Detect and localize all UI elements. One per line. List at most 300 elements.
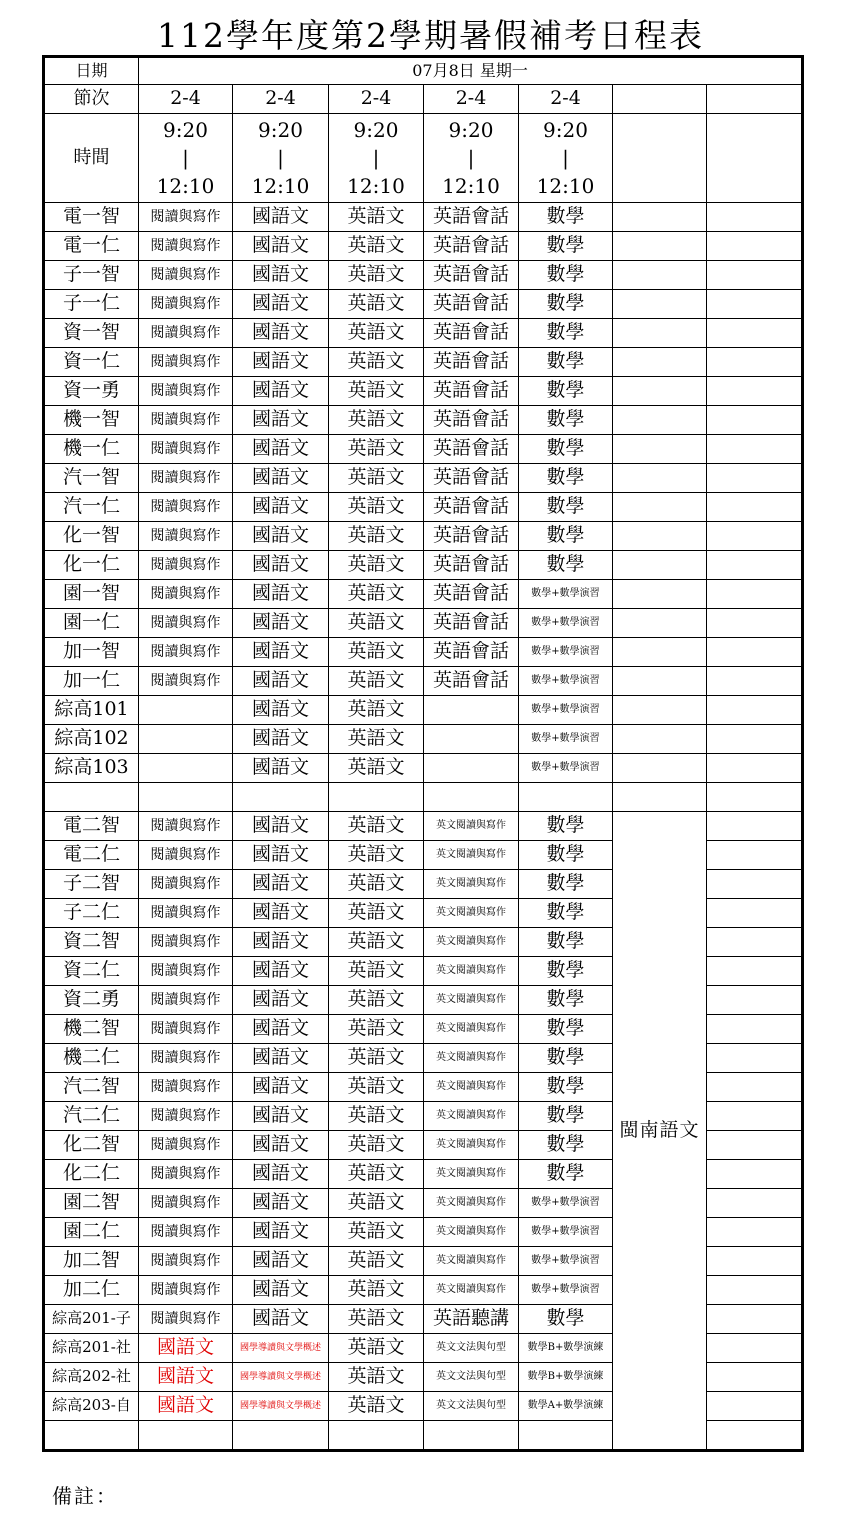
time-row [44, 114, 803, 203]
empty-cell [707, 406, 803, 435]
subject-cell: 數學B+數學演練 [519, 1363, 613, 1392]
subject-cell: 國語文 [233, 986, 329, 1015]
subject-cell: 數學 [519, 551, 613, 580]
time-start: 9:20 [353, 118, 399, 142]
subject-cell: 英語文 [329, 1044, 424, 1073]
subject-cell: 英語文 [329, 1305, 424, 1334]
subject-cell: 閱讀與寫作 [139, 348, 233, 377]
subject-cell: 國語文 [233, 1247, 329, 1276]
class-name: 電一仁 [44, 232, 139, 261]
subject-cell: 閱讀與寫作 [139, 928, 233, 957]
subject-cell: 英語會話 [424, 667, 519, 696]
subject-cell: 數學 [519, 319, 613, 348]
empty-cell [613, 406, 707, 435]
empty-cell [613, 580, 707, 609]
subject-cell: 英語會話 [424, 638, 519, 667]
empty-cell [707, 783, 803, 812]
subject-cell: 數學+數學演習 [519, 609, 613, 638]
subject-cell: 英語文 [329, 725, 424, 754]
class-name: 資二仁 [44, 957, 139, 986]
subject-cell: 國語文 [233, 812, 329, 841]
session-cell: 2-4 [519, 85, 613, 114]
subject-cell: 閱讀與寫作 [139, 203, 233, 232]
time-start: 9:20 [163, 118, 208, 142]
empty-cell [44, 783, 139, 812]
subject-cell: 閱讀與寫作 [139, 290, 233, 319]
empty-cell [707, 667, 803, 696]
subject-cell: 英語文 [329, 667, 424, 696]
time-start: 9:20 [258, 118, 303, 142]
subject-cell: 數學+數學演習 [519, 580, 613, 609]
class-name: 汽一仁 [44, 493, 139, 522]
table-row [44, 377, 803, 406]
subject-cell: 國學導讀與文學概述 [233, 1363, 329, 1392]
subject-cell: 國語文 [233, 348, 329, 377]
empty-cell [613, 261, 707, 290]
time-end: 12:10 [251, 174, 310, 198]
subject-cell: 英文閱讀與寫作 [424, 1073, 519, 1102]
subject-cell: 國語文 [233, 754, 329, 783]
subject-cell: 英文文法與句型 [424, 1334, 519, 1363]
subject-cell: 英語文 [329, 319, 424, 348]
time-sep: | [182, 146, 189, 170]
empty-cell [707, 1189, 803, 1218]
merged-subject-cell: 閩南語文 [613, 812, 707, 1451]
empty-cell [707, 1218, 803, 1247]
subject-cell: 英語文 [329, 464, 424, 493]
empty-cell [707, 1305, 803, 1334]
session-cell: 2-4 [424, 85, 519, 114]
class-name: 加二仁 [44, 1276, 139, 1305]
subject-cell: 英語會話 [424, 406, 519, 435]
subject-cell: 數學+數學演習 [519, 1218, 613, 1247]
empty-cell [519, 783, 613, 812]
subject-cell: 英語文 [329, 203, 424, 232]
subject-cell: 數學 [519, 435, 613, 464]
subject-cell: 國語文 [233, 580, 329, 609]
subject-cell: 數學 [519, 957, 613, 986]
subject-cell: 閱讀與寫作 [139, 812, 233, 841]
subject-cell: 國語文 [233, 1044, 329, 1073]
empty-cell [707, 522, 803, 551]
subject-cell: 數學 [519, 377, 613, 406]
empty-cell [613, 493, 707, 522]
subject-cell: 英文閱讀與寫作 [424, 899, 519, 928]
class-name: 資二勇 [44, 986, 139, 1015]
class-name: 電一智 [44, 203, 139, 232]
subject-cell: 閱讀與寫作 [139, 957, 233, 986]
empty-cell [707, 841, 803, 870]
class-name: 化一智 [44, 522, 139, 551]
empty-cell [707, 754, 803, 783]
subject-cell: 國語文 [233, 232, 329, 261]
date-label: 日期 [44, 57, 139, 85]
empty-cell [707, 986, 803, 1015]
subject-cell: 英語文 [329, 1247, 424, 1276]
empty-cell [707, 638, 803, 667]
subject-cell: 英語文 [329, 696, 424, 725]
class-name: 園二智 [44, 1189, 139, 1218]
class-name: 綜高203-自 [44, 1392, 139, 1421]
table-row [44, 232, 803, 261]
empty-cell [613, 783, 707, 812]
subject-cell: 英語會話 [424, 377, 519, 406]
empty-cell [613, 319, 707, 348]
subject-cell: 國語文 [233, 551, 329, 580]
subject-cell: 國語文 [233, 406, 329, 435]
subject-cell: 英文閱讀與寫作 [424, 841, 519, 870]
table-row [44, 696, 803, 725]
time-cell [329, 114, 424, 203]
empty-cell [613, 551, 707, 580]
empty-cell [707, 1015, 803, 1044]
subject-cell: 英語文 [329, 493, 424, 522]
subject-cell: 國語文 [233, 493, 329, 522]
subject-cell: 英語文 [329, 232, 424, 261]
subject-cell: 英語文 [329, 928, 424, 957]
time-sep: | [562, 146, 569, 170]
table-row [44, 435, 803, 464]
empty-cell [707, 899, 803, 928]
time-cell [139, 114, 233, 203]
subject-cell: 國語文 [233, 1305, 329, 1334]
table-row [44, 522, 803, 551]
subject-cell: 英語文 [329, 580, 424, 609]
empty-cell [707, 609, 803, 638]
subject-cell: 英語文 [329, 348, 424, 377]
subject-cell: 國語文 [233, 290, 329, 319]
subject-cell: 英語文 [329, 638, 424, 667]
session-cell: 2-4 [139, 85, 233, 114]
table-row [44, 638, 803, 667]
class-name: 資一仁 [44, 348, 139, 377]
empty-cell [707, 435, 803, 464]
subject-cell: 數學+數學演習 [519, 754, 613, 783]
subject-cell: 閱讀與寫作 [139, 522, 233, 551]
class-name: 綜高102 [44, 725, 139, 754]
subject-cell: 國語文 [139, 1334, 233, 1363]
empty-cell [233, 783, 329, 812]
empty-cell [44, 1421, 139, 1451]
empty-cell [707, 725, 803, 754]
subject-cell: 閱讀與寫作 [139, 377, 233, 406]
subject-cell: 數學 [519, 464, 613, 493]
class-name: 綜高101 [44, 696, 139, 725]
subject-cell: 數學B+數學演練 [519, 1334, 613, 1363]
empty-cell [707, 1392, 803, 1421]
subject-cell: 英語文 [329, 522, 424, 551]
date-row [44, 57, 803, 85]
subject-cell: 英語文 [329, 986, 424, 1015]
empty-cell [707, 319, 803, 348]
subject-cell: 英語文 [329, 406, 424, 435]
schedule-body [44, 57, 803, 1451]
empty-cell [139, 783, 233, 812]
subject-cell: 英語會話 [424, 319, 519, 348]
subject-cell [139, 696, 233, 725]
time-sep: | [277, 146, 284, 170]
empty-cell [613, 203, 707, 232]
subject-cell: 英語會話 [424, 261, 519, 290]
empty-cell [613, 348, 707, 377]
subject-cell: 英語會話 [424, 435, 519, 464]
empty-cell [329, 1421, 424, 1451]
class-name: 子一智 [44, 261, 139, 290]
subject-cell: 國語文 [233, 1102, 329, 1131]
subject-cell: 英語文 [329, 812, 424, 841]
subject-cell: 數學 [519, 348, 613, 377]
class-name: 園二仁 [44, 1218, 139, 1247]
empty-cell [424, 1421, 519, 1451]
subject-cell: 英語文 [329, 754, 424, 783]
class-name: 資二智 [44, 928, 139, 957]
empty-cell [707, 1160, 803, 1189]
class-name: 機一智 [44, 406, 139, 435]
empty-cell [613, 522, 707, 551]
session-cell [613, 85, 707, 114]
subject-cell: 英語文 [329, 435, 424, 464]
subject-cell: 英語會話 [424, 522, 519, 551]
class-name: 綜高201-社 [44, 1334, 139, 1363]
class-name: 機一仁 [44, 435, 139, 464]
subject-cell: 閱讀與寫作 [139, 1073, 233, 1102]
empty-cell [707, 348, 803, 377]
empty-cell [707, 377, 803, 406]
time-sep: | [467, 146, 475, 170]
subject-cell: 英文閱讀與寫作 [424, 1247, 519, 1276]
subject-cell: 數學+數學演習 [519, 638, 613, 667]
subject-cell: 閱讀與寫作 [139, 261, 233, 290]
subject-cell: 英文閱讀與寫作 [424, 1276, 519, 1305]
empty-cell [707, 1247, 803, 1276]
subject-cell: 英文文法與句型 [424, 1363, 519, 1392]
subject-cell: 國語文 [233, 1015, 329, 1044]
schedule-table [42, 55, 804, 1452]
subject-cell: 閱讀與寫作 [139, 638, 233, 667]
class-name: 化二智 [44, 1131, 139, 1160]
subject-cell: 數學 [519, 899, 613, 928]
subject-cell: 英語文 [329, 1015, 424, 1044]
class-name: 化一仁 [44, 551, 139, 580]
time-cell-empty [707, 114, 803, 203]
subject-cell: 數學 [519, 1131, 613, 1160]
subject-cell [139, 725, 233, 754]
subject-cell: 英語文 [329, 841, 424, 870]
subject-cell: 英文閱讀與寫作 [424, 1102, 519, 1131]
subject-cell: 英語文 [329, 1160, 424, 1189]
subject-cell: 數學 [519, 203, 613, 232]
subject-cell: 閱讀與寫作 [139, 493, 233, 522]
subject-cell: 數學+數學演習 [519, 1247, 613, 1276]
subject-cell: 英語文 [329, 957, 424, 986]
empty-cell [707, 1131, 803, 1160]
time-start: 9:20 [543, 118, 588, 142]
subject-cell: 英文閱讀與寫作 [424, 812, 519, 841]
empty-cell [233, 1421, 329, 1451]
subject-cell: 國語文 [233, 1218, 329, 1247]
subject-cell: 閱讀與寫作 [139, 580, 233, 609]
subject-cell: 英語聽講 [424, 1305, 519, 1334]
time-cell-empty [613, 114, 707, 203]
subject-cell: 國學導讀與文學概述 [233, 1334, 329, 1363]
subject-cell: 英文閱讀與寫作 [424, 1044, 519, 1073]
subject-cell: 英語會話 [424, 551, 519, 580]
subject-cell: 英語文 [329, 1189, 424, 1218]
subject-cell: 英語文 [329, 377, 424, 406]
empty-cell [613, 754, 707, 783]
class-name: 加一智 [44, 638, 139, 667]
empty-cell [613, 609, 707, 638]
table-row [44, 261, 803, 290]
empty-cell [613, 464, 707, 493]
subject-cell: 國語文 [233, 899, 329, 928]
empty-cell [707, 957, 803, 986]
subject-cell: 英語文 [329, 1276, 424, 1305]
subject-cell: 數學 [519, 522, 613, 551]
table-row [44, 551, 803, 580]
subject-cell: 閱讀與寫作 [139, 870, 233, 899]
subject-cell: 國語文 [233, 638, 329, 667]
subject-cell: 國語文 [233, 957, 329, 986]
subject-cell: 閱讀與寫作 [139, 435, 233, 464]
session-row [44, 85, 803, 114]
time-end: 12:10 [156, 174, 215, 198]
table-row [44, 812, 803, 841]
empty-cell [707, 1363, 803, 1392]
subject-cell: 國語文 [233, 203, 329, 232]
subject-cell: 英語文 [329, 261, 424, 290]
class-name: 子二仁 [44, 899, 139, 928]
subject-cell: 閱讀與寫作 [139, 1044, 233, 1073]
subject-cell: 國語文 [233, 464, 329, 493]
empty-cell [613, 377, 707, 406]
table-row [44, 319, 803, 348]
subject-cell: 英語文 [329, 609, 424, 638]
subject-cell: 英語文 [329, 1131, 424, 1160]
table-row [44, 464, 803, 493]
session-label: 節次 [44, 85, 139, 114]
page-title: 112學年度第2學期暑假補考日程表 [157, 16, 704, 55]
subject-cell: 數學 [519, 812, 613, 841]
subject-cell: 國語文 [139, 1363, 233, 1392]
subject-cell: 英文閱讀與寫作 [424, 1131, 519, 1160]
class-name: 加二智 [44, 1247, 139, 1276]
subject-cell: 英語會話 [424, 464, 519, 493]
class-name: 子一仁 [44, 290, 139, 319]
subject-cell: 數學 [519, 928, 613, 957]
subject-cell: 數學 [519, 493, 613, 522]
table-row [44, 667, 803, 696]
subject-cell: 閱讀與寫作 [139, 1102, 233, 1131]
class-name: 資一勇 [44, 377, 139, 406]
time-sep: | [372, 146, 380, 170]
table-row [44, 580, 803, 609]
subject-cell: 數學A+數學演練 [519, 1392, 613, 1421]
subject-cell: 英文閱讀與寫作 [424, 1160, 519, 1189]
subject-cell: 英文閱讀與寫作 [424, 957, 519, 986]
subject-cell: 閱讀與寫作 [139, 1218, 233, 1247]
empty-cell [707, 290, 803, 319]
subject-cell: 國語文 [233, 261, 329, 290]
subject-cell: 英文文法與句型 [424, 1392, 519, 1421]
empty-cell [139, 1421, 233, 1451]
subject-cell: 閱讀與寫作 [139, 1015, 233, 1044]
class-name: 加一仁 [44, 667, 139, 696]
class-name: 園一智 [44, 580, 139, 609]
class-name: 機二智 [44, 1015, 139, 1044]
subject-cell: 閱讀與寫作 [139, 986, 233, 1015]
subject-cell: 閱讀與寫作 [139, 1160, 233, 1189]
table-row [44, 406, 803, 435]
class-name: 子二智 [44, 870, 139, 899]
subject-cell: 國語文 [233, 1189, 329, 1218]
subject-cell: 數學 [519, 232, 613, 261]
class-name: 汽二智 [44, 1073, 139, 1102]
empty-cell [613, 232, 707, 261]
subject-cell: 英語會話 [424, 609, 519, 638]
empty-cell [707, 928, 803, 957]
session-cell [707, 85, 803, 114]
subject-cell: 英文閱讀與寫作 [424, 870, 519, 899]
empty-cell [613, 667, 707, 696]
class-name: 綜高201-子 [44, 1305, 139, 1334]
time-end: 12:10 [442, 174, 500, 198]
subject-cell: 國語文 [233, 1160, 329, 1189]
empty-cell [707, 696, 803, 725]
subject-cell: 英語文 [329, 1102, 424, 1131]
subject-cell: 英文閱讀與寫作 [424, 1218, 519, 1247]
table-row [44, 203, 803, 232]
subject-cell [424, 725, 519, 754]
subject-cell: 數學 [519, 1102, 613, 1131]
time-end: 12:10 [536, 174, 595, 198]
subject-cell: 數學 [519, 870, 613, 899]
subject-cell: 數學+數學演習 [519, 1276, 613, 1305]
subject-cell: 英語會話 [424, 232, 519, 261]
subject-cell: 國語文 [233, 435, 329, 464]
subject-cell: 國語文 [233, 841, 329, 870]
class-name: 機二仁 [44, 1044, 139, 1073]
subject-cell: 閱讀與寫作 [139, 1247, 233, 1276]
subject-cell: 數學 [519, 1044, 613, 1073]
subject-cell: 閱讀與寫作 [139, 1131, 233, 1160]
class-name: 電二仁 [44, 841, 139, 870]
time-start: 9:20 [448, 118, 494, 142]
table-row [44, 348, 803, 377]
empty-cell [707, 1044, 803, 1073]
class-name: 汽二仁 [44, 1102, 139, 1131]
class-name: 綜高202-社 [44, 1363, 139, 1392]
empty-cell [707, 1073, 803, 1102]
subject-cell: 數學 [519, 261, 613, 290]
table-row [44, 725, 803, 754]
subject-cell: 數學+數學演習 [519, 667, 613, 696]
subject-cell: 英語會話 [424, 203, 519, 232]
subject-cell: 英語文 [329, 1218, 424, 1247]
subject-cell: 數學 [519, 986, 613, 1015]
class-name: 綜高103 [44, 754, 139, 783]
subject-cell: 閱讀與寫作 [139, 1276, 233, 1305]
empty-cell [707, 1102, 803, 1131]
subject-cell: 閱讀與寫作 [139, 667, 233, 696]
subject-cell: 數學 [519, 406, 613, 435]
empty-cell [707, 1276, 803, 1305]
subject-cell: 英語文 [329, 899, 424, 928]
empty-cell [707, 261, 803, 290]
subject-cell: 國語文 [233, 1131, 329, 1160]
class-name: 電二智 [44, 812, 139, 841]
subject-cell: 英語文 [329, 1392, 424, 1421]
